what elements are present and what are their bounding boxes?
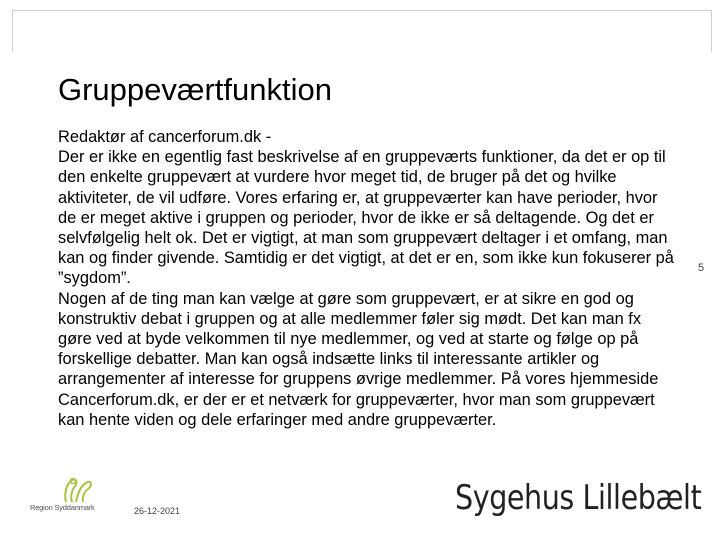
slide-title: Gruppeværtfunktion [58, 72, 332, 107]
body-paragraph-2: Der er ikke en egentlig fast beskrivelse af en gruppeværts funktioner, da det er op til den enkelte gruppevært at vurdere hvor meget tid, de bruger på det og hvilke aktiviteter, de vil udføre. Vores erfaring er, at gruppeværter kan have perioder, hvor de er meget aktive i gruppen og perioder, hvor de ikke er så deltagende. Og det er selvfølgelig helt ok. Det er vigtigt, at man som gruppevært deltager i et omfang, man kan og finder givende. Samtidig er det vigtigt, at det er en, som ikke kun fokuserer på ”sygdom”. [58, 148, 674, 288]
sygehus-lillebaelt-logo: Sygehus Lillebælt [455, 478, 702, 518]
region-logo-icon [58, 476, 98, 506]
body-paragraph-1: Redaktør af cancerforum.dk - [58, 128, 272, 146]
slide-date: 26-12-2021 [134, 506, 181, 516]
slide-body [58, 127, 678, 430]
slide-number: 5 [698, 262, 705, 274]
region-logo-text: Region Syddanmark [30, 503, 95, 512]
slide-frame-top [12, 10, 712, 40]
body-paragraph-3: Nogen af de ting man kan vælge at gøre som gruppevært, er at sikre en god og konstruktiv debat i gruppen og at alle medlemmer føler sig mødt. Det kan man fx gøre ved at byde velkommen til nye medlemmer, og ved at starte og følge op på forskellige debatter. Man kan også indsætte links til interessante artikler og arrangementer af interesse for gruppens øvrige medlemmer. På vores hjemmeside Cancerforum.dk, er der er et netværk for gruppeværter, hvor man som gruppevært kan hente viden og dele erfaringer med andre gruppeværter. [58, 289, 659, 429]
slide-frame-sides [12, 40, 712, 52]
region-syddanmark-logo [26, 476, 126, 520]
